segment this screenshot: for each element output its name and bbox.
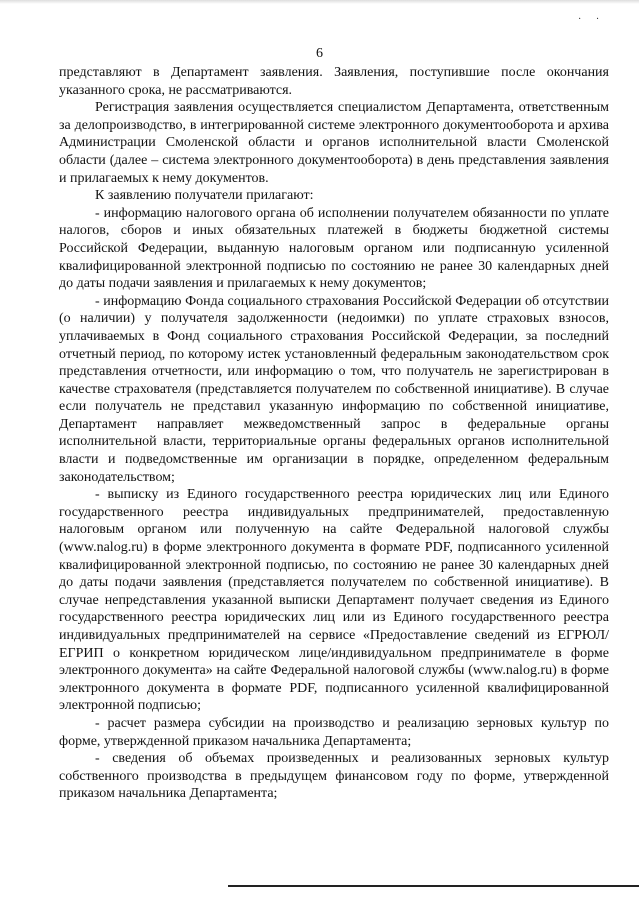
list-item-grain-volumes: - сведения об объемах произведенных и реализованных зерновых культур собственного производства в предыдущем финансовом году по форме, утвержденной приказом начальника Департамента; (59, 751, 609, 802)
scan-top-edge (0, 0, 639, 4)
list-item-tax-info: - информацию налогового органа об исполнении получателем обязанности по уплате налогов, сборов и иных обязательных платежей в бюджеты бюджетной системы Российской Федерации, выданную налоговым органом или подписанную усиленной квалифицированной электронной подписью по состоянию не ранее 30 календарных дней до даты подачи заявления и прилагаемых к нему документов; (59, 205, 609, 292)
page-number: 6 (316, 46, 323, 61)
document-body (59, 64, 609, 803)
list-item-registry-extract: - выписку из Единого государственного реестра юридических лиц или Единого государственного реестра индивидуальных предпринимателей, предоставленную налоговым органом или полученную на сайте Федеральной налоговой службы (www.nalog.ru) в форме электронного документа в формате PDF, подписанного усиленной квалифицированной электронной подписью, по состоянию не ранее 30 календарных дней до даты подачи заявления (представляется получателем по собственной инициативе). В случае непредставления указанной выписки Департамент получает сведения из Единого государственного реестра юридических лиц или из Единого государственного реестра индивидуальных предпринимателей на сервисе «Предоставление сведений из ЕГРЮЛ/ЕГРИП о конкретном юридическом лице/индивидуальном предпринимателе в форме электронного документа» на сайте Федеральной налоговой службы (www.nalog.ru) в форме электронного документа в формате PDF, подписанного усиленной квалифицированной электронной подписью; (59, 487, 609, 714)
list-item-subsidy-calculation: - расчет размера субсидии на производство и реализацию зерновых культур по форме, утвержденной приказом начальника Департамента; (59, 715, 609, 749)
paragraph-registration: Регистрация заявления осуществляется специалистом Департамента, ответственным за делопроизводство, в интегрированной системе электронного документооборота и архива Администрации Смоленской области и органов исполнительной власти Смоленской области (далее – система электронного документооборота) в день представления заявления и прилагаемых к нему документов. (59, 100, 609, 186)
paragraph-attachments-intro: К заявлению получатели прилагают: (95, 188, 314, 204)
bottom-scan-line (228, 885, 639, 887)
paragraph-continuation: представляют в Департамент заявления. Заявления, поступившие после окончания указанного срока, не рассматриваются. (59, 65, 609, 98)
list-item-social-insurance-info: - информацию Фонда социального страхования Российской Федерации об отсутствии (о наличии) у получателя задолженности (недоимки) по уплате страховых взносов, уплачиваемых в Фонд социального страхования Российской Федерации, за последний отчетный период, по которому истек установленный федеральным законодательством срок представления отчетности, или информацию о том, что получатель не зарегистрирован в качестве страхователя (представляется получателем по собственной инициативе). В случае если получатель не представил указанную информацию по собственной инициативе, Департамент направляет межведомственный запрос в федеральные органы исполнительной власти, территориальные органы федеральных органов исполнительной власти и подведомственные им организации в порядке, определенном федеральным законодательством; (59, 293, 609, 485)
scan-dots: · · (578, 14, 606, 25)
